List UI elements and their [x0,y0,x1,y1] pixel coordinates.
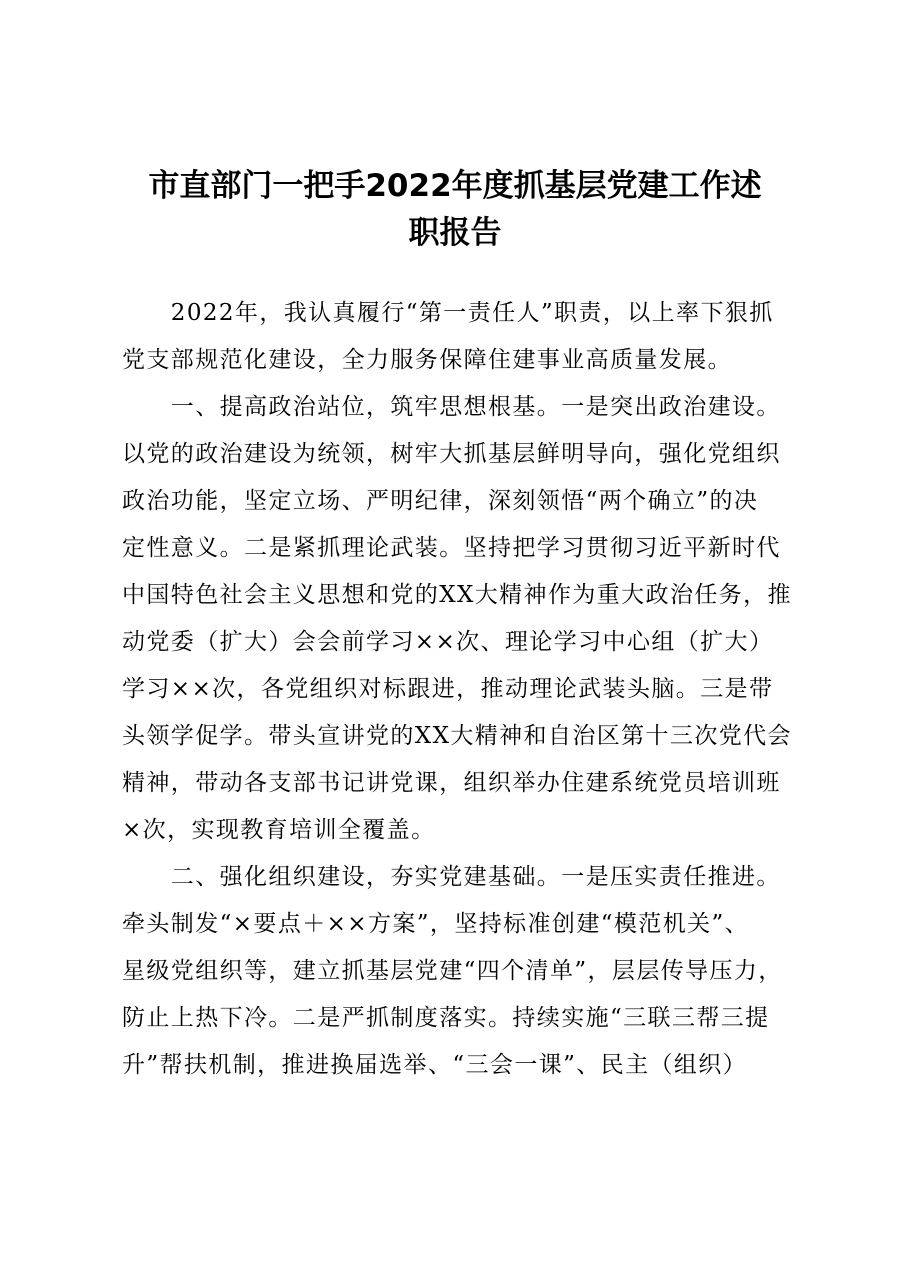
body-line: 头领学促学。带头宣讲党的XX大精神和自治区第十三次党代会 [122,723,792,749]
body-line: 动党委（扩大）会会前学习××次、理论学习中心组（扩大） [122,629,774,655]
body-line: 牵头制发“×要点＋××方案”，坚持标准创建“模范机关”、 [122,911,750,937]
body-line: 以党的政治建设为统领，树牢大抓基层鲜明导向，强化党组织 [122,441,781,467]
body-line: 2022年，我认真履行“第一责任人”职责，以上率下狠抓 [122,300,774,326]
body-line: 定性意义。二是紧抓理论武装。坚持把学习贯彻习近平新时代 [122,535,781,561]
body-line: ×次，实现教育培训全覆盖。 [122,817,436,843]
document-title-line-1: 市直部门一把手2022年度抓基层党建工作述 [148,168,762,204]
body-line: 星级党组织等，建立抓基层党建“四个清单”，层层传导压力， [122,958,783,984]
body-line: 一、提高政治站位，筑牢思想根基。一是突出政治建设。 [122,394,781,420]
body-line: 二、强化组织建设，夯实党建基础。一是压实责任推进。 [122,864,781,890]
body-line: 防止上热下冷。二是严抓制度落实。持续实施“三联三帮三提 [122,1005,770,1031]
body-line: 政治功能，坚定立场、严明纪律，深刻领悟“两个确立”的决 [122,488,759,514]
body-line: 精神，带动各支部书记讲党课，组织举办住建系统党员培训班 [122,770,781,796]
body-line: 中国特色社会主义思想和党的XX大精神作为重大政治任务，推 [122,582,792,608]
document-title-line-2: 职报告 [408,215,502,251]
body-line: 升”帮扶机制，推进换届选举、“三会一课”、民主（组织） [122,1052,748,1078]
body-line: 党支部规范化建设，全力服务保障住建事业高质量发展。 [122,347,732,373]
body-line: 学习××次，各党组织对标跟进，推动理论武装头脑。三是带 [122,676,774,702]
